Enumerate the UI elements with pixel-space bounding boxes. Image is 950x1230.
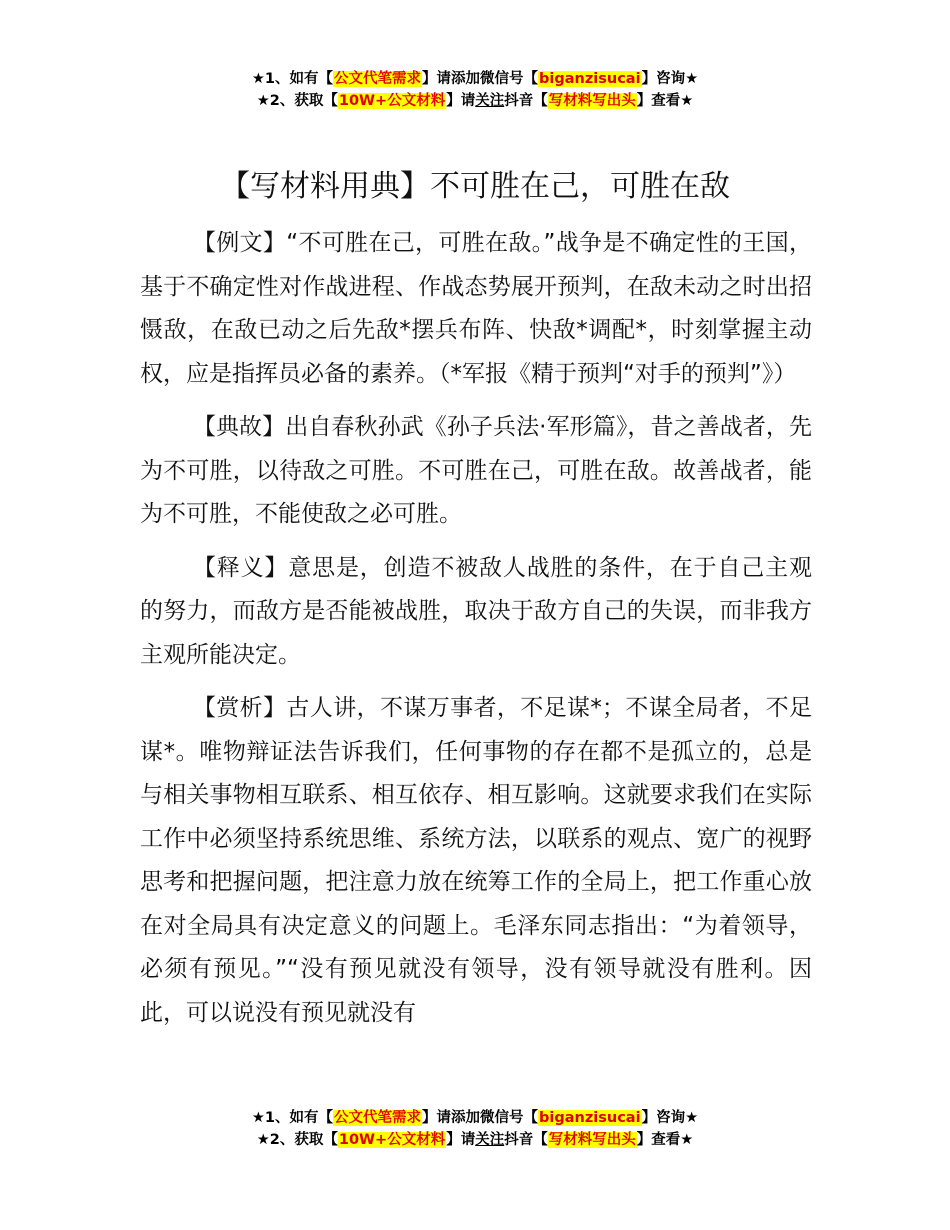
banner-underline: 关注 [475, 1132, 505, 1148]
banner-text: 】请 [446, 93, 476, 109]
banner-highlight: 公文代笔需求 [334, 1110, 422, 1126]
banner-highlight: 写材料写出头 [548, 1132, 636, 1148]
banner-text: 】查看★ [636, 93, 694, 109]
banner-text: 】请添加微信号【 [422, 71, 539, 87]
paragraph-example: 【例文】“不可胜在己，可胜在敌。”战争是不确定性的王国，基于不确定性对作战进程、作战态势展开预判，在敌未动之时出招慑敌，在敌已动之后先敌*摆兵布阵、快敌*调配*，时刻掌握主动权，应是指挥员必备的素养。（*军报《精于预判“对手的预判”》） [140, 230, 812, 387]
document-body [140, 222, 812, 1045]
banner-text: 】查看★ [636, 1132, 694, 1148]
document-title: 【写材料用典】不可胜在己，可胜在敌 [220, 169, 730, 204]
banner-line-2 [0, 90, 950, 112]
banner-text: ★1、如有【 [251, 71, 334, 87]
banner-text: 】请 [446, 1132, 476, 1148]
banner-text: ★2、获取【 [256, 1132, 338, 1148]
banner-line-1 [0, 68, 950, 90]
paragraph-appreciation: 【赏析】古人讲，不谋万事者，不足谋*；不谋全局者，不足谋*。唯物辩证法告诉我们，任何事物的存在都不是孤立的，总是与相关事物相互联系、相互依存、相互影响。这就要求我们在实际工作中必须坚持系统思维、系统方法，以联系的观点、宽广的视野思考和把握问题，把注意力放在统筹工作的全局上，把工作重心放在对全局具有决定意义的问题上。毛泽东同志指出：“为着领导，必须有预见。”“没有预见就没有领导，没有领导就没有胜利。因此，可以说没有预见就没有 [140, 695, 812, 1026]
banner-text: 】请添加微信号【 [422, 1110, 539, 1126]
banner-highlight: 10W+公文材料 [338, 93, 446, 109]
banner-line-2 [0, 1129, 950, 1151]
banner-highlight: 公文代笔需求 [334, 71, 422, 87]
banner-underline: 关注 [475, 93, 505, 109]
banner-text: 】咨询★ [641, 71, 699, 87]
paragraph-explanation: 【释义】意思是，创造不被敌人战胜的条件，在于自己主观的努力，而敌方是否能被战胜，取决于敌方自己的失误，而非我方主观所能决定。 [140, 554, 812, 668]
banner-text: 抖音【 [504, 93, 548, 109]
banner-text: ★2、获取【 [256, 93, 338, 109]
paragraph-allusion: 【典故】出自春秋孙武《孙子兵法·军形篇》，昔之善战者，先为不可胜，以待敌之可胜。不可胜在己，可胜在敌。故善战者，能为不可胜，不能使敌之必可胜。 [140, 414, 812, 527]
banner-highlight: biganzisucai [539, 71, 641, 87]
banner-highlight: 10W+公文材料 [338, 1132, 446, 1148]
banner-text: 抖音【 [504, 1132, 548, 1148]
banner-highlight: biganzisucai [539, 1110, 641, 1126]
banner-text: 】咨询★ [641, 1110, 699, 1126]
banner-text: ★1、如有【 [251, 1110, 334, 1126]
banner-line-1 [0, 1107, 950, 1129]
header-banner [0, 68, 950, 112]
footer-banner [0, 1107, 950, 1151]
banner-highlight: 写材料写出头 [548, 93, 636, 109]
